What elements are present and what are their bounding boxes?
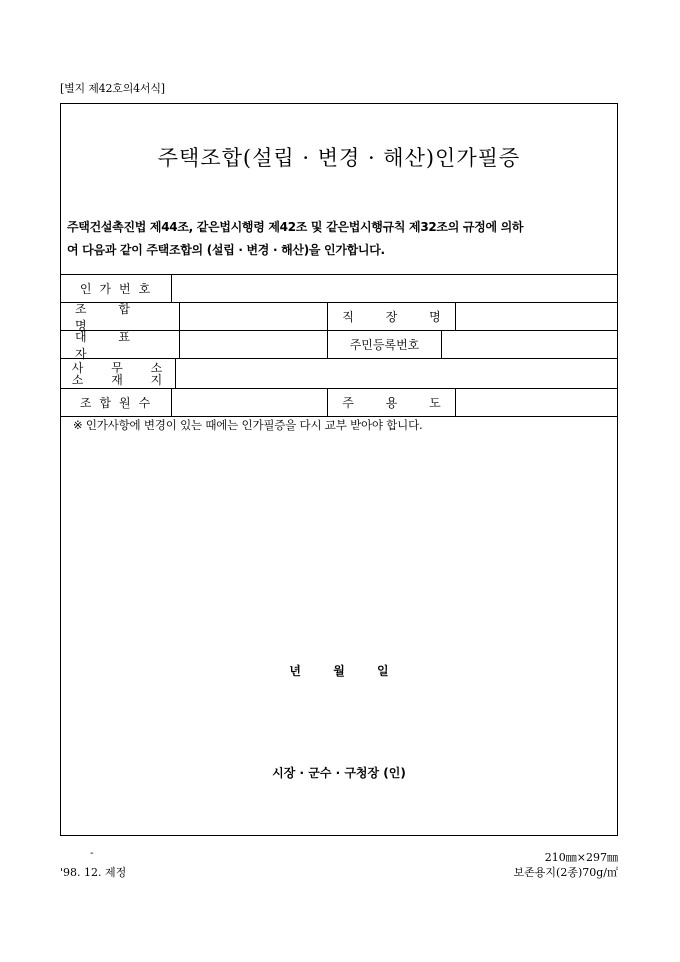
representative-label: 대 표 자 [61, 331, 180, 358]
job-name-field[interactable] [442, 303, 617, 330]
resident-number-field[interactable] [442, 331, 617, 358]
form-number-label: [별지 제42호의4서식] [60, 82, 165, 95]
resident-number-label: 주민등록번호 [328, 331, 442, 358]
issue-date [61, 662, 617, 679]
table-row-members [61, 388, 617, 416]
office-location-field[interactable] [166, 359, 617, 388]
main-use-field[interactable] [442, 389, 617, 416]
union-name-label: 조 합 명 [61, 303, 180, 330]
main-use-label: 주 용 도 [328, 389, 456, 416]
job-name-label: 직 장 명 [328, 303, 456, 330]
notice-text: ※ 인가사항에 변경이 있는 때에는 인가필증을 다시 교부 받아야 합니다. [73, 418, 423, 432]
legal-basis-text [67, 216, 609, 262]
office-location-label [61, 359, 176, 388]
enactment-note: '98. 12. 제정 [60, 866, 127, 879]
table-row-office-location [61, 358, 617, 388]
issuer-signature-line: 시장 · 군수 · 구청장 (인) [272, 766, 406, 780]
date-day: 일 [376, 664, 389, 678]
legal-basis-line-1: 주택건설촉진법 제44조, 같은법시행령 제42조 및 같은법시행규칙 제32조의 규정에 의하 [67, 220, 524, 234]
table-row-union-name [61, 301, 617, 333]
union-name-field[interactable] [166, 303, 328, 330]
date-year: 년 [289, 664, 302, 678]
members-field[interactable] [166, 389, 328, 416]
members-label: 조합원수 [61, 389, 172, 416]
table-row-representative [61, 329, 617, 361]
paper-size-note: 210㎜×297㎜ [544, 851, 618, 864]
office-location-label-line-2: 소 재 지 [71, 372, 175, 387]
document-title: 주택조합(설립 · 변경 · 해산)인가필증 [157, 146, 521, 170]
certificate-frame [60, 103, 618, 836]
info-table [61, 274, 617, 417]
table-row-approval-number [61, 274, 617, 302]
approval-number-label: 인가번호 [61, 275, 172, 302]
office-location-label-line-1: 사 무 소 [71, 360, 175, 375]
legal-basis-line-2: 여 다음과 같이 주택조합의 (설립 · 변경 · 해산)을 인가합니다. [67, 243, 385, 257]
approval-number-field[interactable] [166, 275, 617, 302]
representative-field[interactable] [166, 331, 328, 358]
paper-type-note: 보존용지(2종)70g/㎡ [513, 866, 618, 879]
footer-dash: - [90, 848, 94, 859]
date-month: 월 [333, 664, 345, 678]
